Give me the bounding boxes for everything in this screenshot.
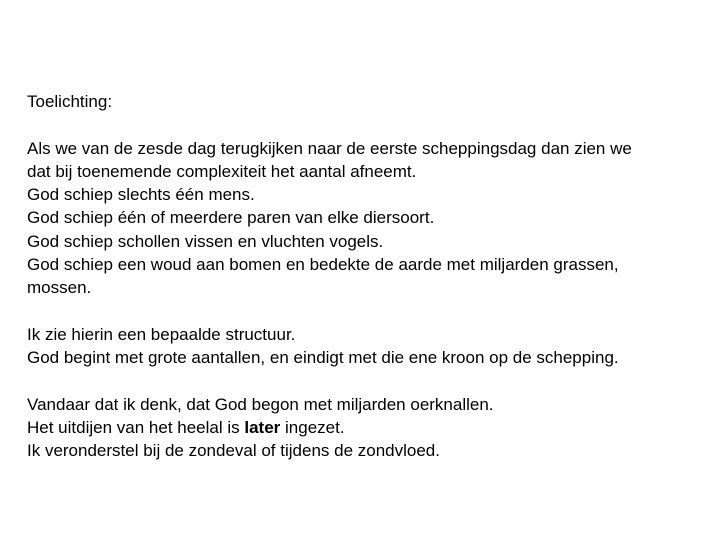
text-line: Als we van de zesde dag terugkijken naar de eerste scheppingsdag dan zien we (27, 138, 632, 158)
text-line: Vandaar dat ik denk, dat God begon met miljarden oerknallen. (27, 394, 494, 414)
paragraph-creation-days (27, 137, 697, 300)
paragraph-structure (27, 323, 697, 370)
text-line: Ik zie hierin een bepaalde structuur. (27, 324, 296, 344)
text-line: God schiep een woud aan bomen en bedekte de aarde met miljarden grassen, (27, 255, 619, 275)
text-segment: ingezet. (280, 418, 345, 438)
text-body (27, 90, 697, 486)
text-line: God begint met grote aantallen, en eindigt met die ene kroon op de schepping. (27, 348, 619, 368)
paragraph-big-bangs (27, 393, 697, 463)
text-line: Ik veronderstel bij de zondeval of tijdens de zondvloed. (27, 441, 440, 461)
heading-toelichting: Toelichting: (27, 92, 113, 111)
text-line: God schiep één of meerdere paren van elke diersoort. (27, 208, 435, 228)
text-line: dat bij toenemende complexiteit het aantal afneemt. (27, 161, 417, 181)
text-line: mossen. (27, 278, 92, 298)
text-line: God schiep schollen vissen en vluchten vogels. (27, 231, 384, 251)
emphasis-later: later (244, 418, 281, 438)
text-segment: Het uitdijen van het heelal is (27, 418, 245, 438)
text-line: God schiep slechts één mens. (27, 185, 255, 205)
text-line-with-emphasis (27, 416, 697, 439)
